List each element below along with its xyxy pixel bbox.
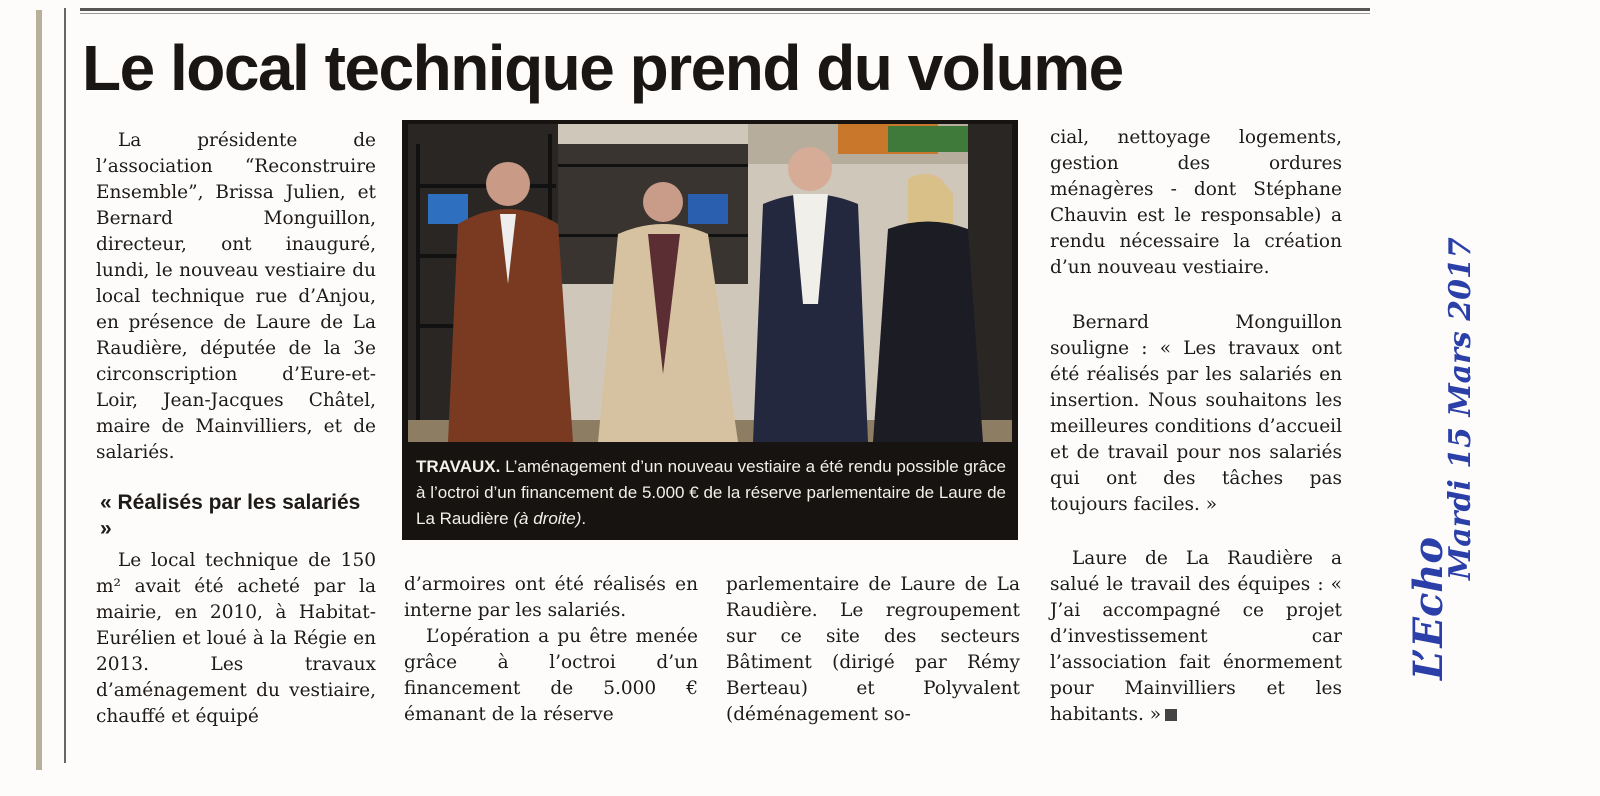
handwritten-date: Mardi 15 Mars 2017 xyxy=(1443,237,1478,580)
column-4-middle xyxy=(1050,310,1342,518)
article-subhead: « Réalisés par les salariés » xyxy=(100,491,361,540)
column-4-bottom xyxy=(1050,546,1342,728)
photo-caption xyxy=(416,454,1006,532)
end-of-article-square-icon xyxy=(1165,709,1177,721)
top-rule-thin xyxy=(80,13,1370,14)
col4-paragraph-3-text: Laure de La Raudière a salué le travail des équipes : « J’ai accompagné ce projet d’investissement car l’association fait énormement pour Mainvilliers et les habitants. » xyxy=(1050,548,1342,725)
caption-end: . xyxy=(581,509,587,528)
article-headline: Le local technique prend du volume xyxy=(82,32,1123,104)
caption-italic: (à droite) xyxy=(513,509,582,528)
left-margin-rule xyxy=(36,10,42,770)
column-2-body xyxy=(404,572,698,728)
top-rule xyxy=(80,8,1370,11)
col2-paragraph-2: L’opération a pu être menée grâce à l’octroi d’un financement de 5.000 € émanant de la réserve xyxy=(404,626,698,725)
col4-paragraph-1: cial, nettoyage logements, gestion des ordures ménagères - dont Stéphane Chauvin est le responsable) a rendu nécessaire la création d’un nouveau vestiaire. xyxy=(1050,127,1342,278)
photo-block xyxy=(402,120,1018,540)
intro-paragraph xyxy=(96,128,376,466)
caption-label: TRAVAUX. xyxy=(416,457,501,476)
col4-paragraph-3 xyxy=(1050,546,1342,728)
column-rule xyxy=(64,8,66,763)
col2-paragraph-1: d’armoires ont été réalisés en interne par les salariés. xyxy=(404,574,698,621)
column-4-top xyxy=(1050,125,1342,281)
article-photo xyxy=(408,124,1012,442)
handwritten-source: L’Echo xyxy=(1405,536,1452,680)
handwritten-annotation xyxy=(1365,80,1485,700)
col1-paragraph: Le local technique de 150 m² avait été acheté par la mairie, en 2010, à Habitat-Eurélien et loué à la Régie en 2013. Les travaux d’aménagement du vestiaire, chauffé et équipé xyxy=(96,550,376,727)
column-1-body xyxy=(96,548,376,730)
caption-text: L’aménagement d’un nouveau vestiaire a été rendu possible grâce à l’octroi d’un financement de 5.000 € de la réserve parlementaire de Laure de La Raudière xyxy=(416,457,1007,528)
col3-paragraph-1: parlementaire de Laure de La Raudière. Le regroupement sur ce site des secteurs Bâtiment (dirigé par Rémy Berteau) et Polyvalent (déménagement so- xyxy=(726,574,1020,725)
photo-illustration xyxy=(408,124,1012,442)
column-3-body xyxy=(726,572,1020,728)
col4-paragraph-2: Bernard Monguillon souligne : « Les travaux ont été réalisés par les salariés en insertion. Nous souhaitons les meilleures conditions d’accueil et de travail pour nos salariés qui ont des tâches pas toujours faciles. » xyxy=(1050,312,1342,515)
intro-text: La présidente de l’association “Reconstruire Ensemble”, Brissa Julien, et Bernard Monguillon, directeur, ont inauguré, lundi, le nouveau vestiaire du local technique rue d’Anjou, en présence de Laure de La Raudière, députée de la 3e circonscription d’Eure-et-Loir, Jean-Jacques Châtel, maire de Mainvilliers, et de salariés. xyxy=(96,130,376,463)
